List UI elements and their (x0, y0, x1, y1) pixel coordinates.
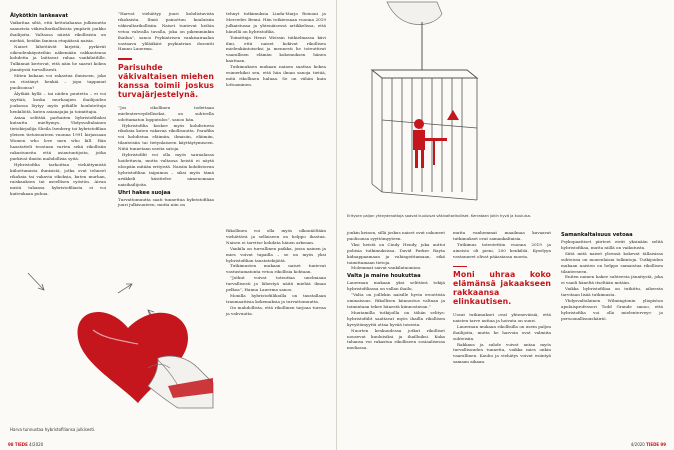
paragraph: Psykopaattiset piirteet eivät yksinään selitä hybristofiliaa, mutta niillä on vaikutusta. (561, 239, 663, 250)
pull-quote: Moni uhraa koko elämänsä jakaakseen rakkaansa elinkautisen. (453, 270, 551, 307)
left-column-3 (226, 11, 326, 88)
paragraph: Hybristofilia koskee myös kohdistuvia rikoksia kuten vakavaa rikollisuutta. Parafilia voi kohdistua eläimiin, ihmisiin, eläimiin, tilanteisiin tai tietynlaiseen käyttäytymiseen. Niitä tunnetaan useita satoja. (118, 122, 214, 152)
paragraph: Naiset lähettävät kirjeitä, pyrkivät oikeudenkäynteihin näkemään rakkautensa kohdetta ja laittavat rahaa vankilatilille. Tulkinnat kertovat, että näin he saavat kokea jännitystä turvallisesti. (10, 43, 106, 73)
magazine-name: TIEDE (14, 442, 28, 447)
paragraph: Vankila on turvallinen paikka, jossa nainen ja mies voivat tapailla – se on myös yksi hybristofilian taustatekijöitä. (226, 245, 326, 263)
heart-illustration (8, 268, 218, 428)
image-caption: Eritysen paljon yhteydenottoja saavat kuuluisat väkivaltarikolliset. Kerrataan jokin hyvä ja kuuluisa. (347, 214, 532, 218)
section-heading: Samankaltaisuus vetoaa (561, 232, 633, 238)
pull-quote-block (118, 58, 214, 99)
paragraph: Nuorten keskuudessa jotkut rikolliset nousevat kuuluisiksi ja ihailluiksi. Kuka tahansa voi rakastua rikolliseen sosiaalisessa mediassa. (347, 327, 445, 351)
issue-number: 4/2020 (29, 442, 44, 447)
pull-quote-rule (453, 266, 467, 268)
section-heading: Valta ja maine houkuttaa (347, 273, 421, 280)
cage-illustration (337, 0, 671, 214)
paragraph: ”Valta on joillekin naisille hyvin eroottista ominaisuus. Rikollisen kiinnostus valtaan ja toimintaan tekee hänestä kiinnostavan.” (347, 292, 445, 309)
pull-quote: Parisuhde väkivaltaisen miehen kanssa toimii joskus turvajärjestelynä. (118, 62, 214, 99)
issue-number: 4/2020 (630, 442, 645, 447)
paragraph: Vaikka hybristofiliaa on tutkittu, aiheesta tarvitaan lisää tutkimusta. (561, 286, 663, 298)
paragraph: Vaikuttaa siltä, että kettutahansa julkisuutta saaneista väkivaltarikollisista ympäröi joukko ihailijoita. Valtaosa näistä rikollisista on miehiä, heidän faninsa etupäässä naisia. (10, 20, 106, 43)
left-column-3b (226, 228, 326, 317)
pull-quote-block (453, 266, 551, 307)
paragraph: Siitä mitä naiset yleensä kokevat tällaisissa suhteissa on monenlaisia tulkintoja. Tutkijoiden mukaan naisten on helppo samaistua rikollisen tilanteeseen. (561, 250, 663, 274)
paragraph: Älytkää kyllä – tai niiden puutetta – ei voi syyttää, koska murhaajien ihailijoiden joukossa löytyy myös pitkälle koulutettuja henkilöitä, kuten asianajajia ja toimittajia. (10, 90, 106, 114)
paragraph: On mahdollista, että rikollinen tarjoaa turvaa ja vahvuutta. (226, 304, 326, 316)
image-caption: Harva tunnustaa hybristofiliansa julkisesti. (10, 427, 96, 432)
section-heading: Älykötkin lankeavat (10, 13, 68, 19)
paragraph: Monilla hybristofiilikoilla on taustallaan traumaattisia kokemuksia ja turvattomuutta. (226, 292, 326, 304)
paragraph: Useat tutkimukset ovat yhteneväisiä, että naisten tarve auttaa ja hoivata on suuri. (453, 312, 551, 323)
right-column-3 (561, 230, 663, 322)
paragraph: Lauerman mukaan rikollisilla on usein paljon ihailijoita, mutta he harvoin ovat valmiita suhteisiin. (453, 323, 551, 341)
paragraph: Tutkimuksen mukaan nainen saattaa kokea esimerkiksi sen, että hän ilman sanoja tietää, mitä rikollinen haluaa. Se on vähän kuin lottoaminen. (226, 64, 326, 87)
paragraph: Hybristofilia tarkoittaa viehättymistä kiihottumista ihmisistä, jotka ovat tehneet rikoksia tai vakavia rikoksia, kuten murhan, raiskauksen tai aseellisen ryöstön. Aivan mistä tahansa hybristofiliasta ei voi kuitenkaan puhua. (10, 161, 106, 197)
paragraph: Eniten nainen hakee suhteesta jännitystä, joka ei vaadi häneltä itseltään mitään. (561, 274, 663, 286)
paragraph: Asiaa selittää parhaiten hybristofiliaksi kutsuttu mieltymys. Yhdysvaltalainen tietokirjailija Sheila Isenberg toi hybristofilian yleisen tietoisuuteen vuonna 1991 kirjassaan Women who love men who kill. Hän haastatteli teostaan varten sekä rikollisiin rakastuneita että asiantuntijoita, jotka purkivat ilmiön mahdollisia syitä. (10, 114, 106, 161)
pull-quote-rule (118, 58, 132, 60)
paragraph: Tutkimusten mukaan naiset tuntevat vastustamatonta vetoa rikollisia kohtaan. (226, 263, 326, 275)
paragraph: Molemmat saivat vankilatuomion. (351, 265, 422, 271)
paragraph: ”Jotkut voivat toteuttaa unelmiaan turvallisesti ja lähestyä näitä miehiä ilman pelkoa”, Hanna Lauerma sanoo. (226, 275, 326, 293)
paragraph: Hybristofilit voi olla myös sairaalassa hoidettavia, mutta valtaosa heistä ei näytä ulospäin mitään erityistä. Naisiin kohdistuvan hybristofilian taipumus – siksi myös tämä artikkeli käsittelee nimenomaan naisihailijoita. (118, 152, 214, 187)
section-heading: Uhri hakee suojaa (118, 189, 171, 196)
paragraph: Yhdysvaltalainen Wilmingtonin yliopiston apulaisprofessori Todd Grande sanoo, että hybristofilia voi olla mielenterveys- ja persoonallisuushäiriö. (561, 298, 663, 321)
left-column-2 (118, 11, 214, 208)
paragraph: mutta vanhemmat maailmaa kuvaavat tutkimukset ovat samankaltaisia. (453, 230, 551, 241)
page-number: 98 (8, 442, 14, 447)
paragraph: jonkin keinon, sillä joskus naiset ovat uskoneet puolisonsa syyttömyyteen. (347, 230, 445, 241)
right-column-2 (453, 230, 551, 365)
paragraph: Yksi heistä on Cindy Hendy, joka auttoi poliisia tutkimuksissa. David Parker Rayta kidnappaamaan ja vahingoittamaan, eikä toimittamaan tietoja. (347, 241, 445, 265)
paragraph: ”Harvat viehättyy juuri kohdistuvista rikoksista. Ilmiö painottuu kuuluisiin väkivaltarikollisiin. Naiset tuntevat heihin vetoa vahvalla tavalla, joka on pikemminkin ihailua”, sanoo Psykiatrisen vankisairaalan vastaava ylilääkäri psykiatrian dosentti Hannu Lauerma. (118, 11, 214, 52)
paragraph: Miten kukaan voi rakastua ihmiseen, joka on riistänyt henkiä – jopa tappanut puolisonsa? (10, 73, 106, 90)
right-page (337, 0, 674, 450)
paragraph: ”Jos rikollinen todettaan mielenterveydelliseksi, on suhteella odottamaton lopputulos”, sanoo hän. (118, 104, 214, 122)
paragraph: tehnyt tutkimuksia Linda-Marja Reinoni ja Mercedes Benni. Hän tutkiessaan vuonna 2019 julkaistussa ja yhtenäisessä artikkelissa, että hänellä on hybristofilia. (226, 11, 326, 34)
page-number: 99 (660, 442, 666, 447)
paragraph: Tutkimus toteutettiin vuonna 2019 ja aineisto oli pieni, 200 henkilöä. Kyselyyn vastanneet olivat pääasiassa nuoria. (453, 241, 551, 259)
footer-left (8, 442, 43, 447)
paragraph: Muutamilla tutkijoilla on tähän selitys: hybristofiilit saattavat myös ihailla rikollisen kyvyttömyyttä ottaa hyvää toisesta. (347, 309, 445, 327)
paragraph: Lauerman mukaan yksi selittävä tekijä hybristofiliassa on vallan ihailu. (347, 280, 445, 292)
right-column-1 (347, 230, 445, 351)
magazine-name: TIEDE (646, 442, 660, 447)
arrow-icon (118, 284, 132, 293)
paragraph: Rakkaus ja suhde voivat antaa myös turvallisuuden tunnetta, vaikka mies onkin vaarallinen. Kauhu ja viehätys voivat esiintyä samaan aikaan. (453, 341, 551, 365)
footer-right (631, 442, 666, 447)
left-column-1 (10, 11, 106, 197)
paragraph: Toimittaja Henri Weissin tutkielmassa kävi ilmi, että naiset kokivat rikollisen mielenkiintoiseksi ja mennesti he toteuttivat vaarallisen elämän kokemuksen hänen kauttaan. (226, 34, 326, 64)
paragraph: Turvattomuutta saati tunnettua hybristofiliaa juuri julkisuuteen, mutta niin on (118, 196, 214, 208)
paragraph: Rikollinen voi olla myös ulkonäöltään viehättävä ja sellaiseen on helppo ihastua. Naisen ei tarvitse kohdata hänen arkeaan. (226, 228, 326, 245)
arrow-icon (28, 273, 44, 290)
